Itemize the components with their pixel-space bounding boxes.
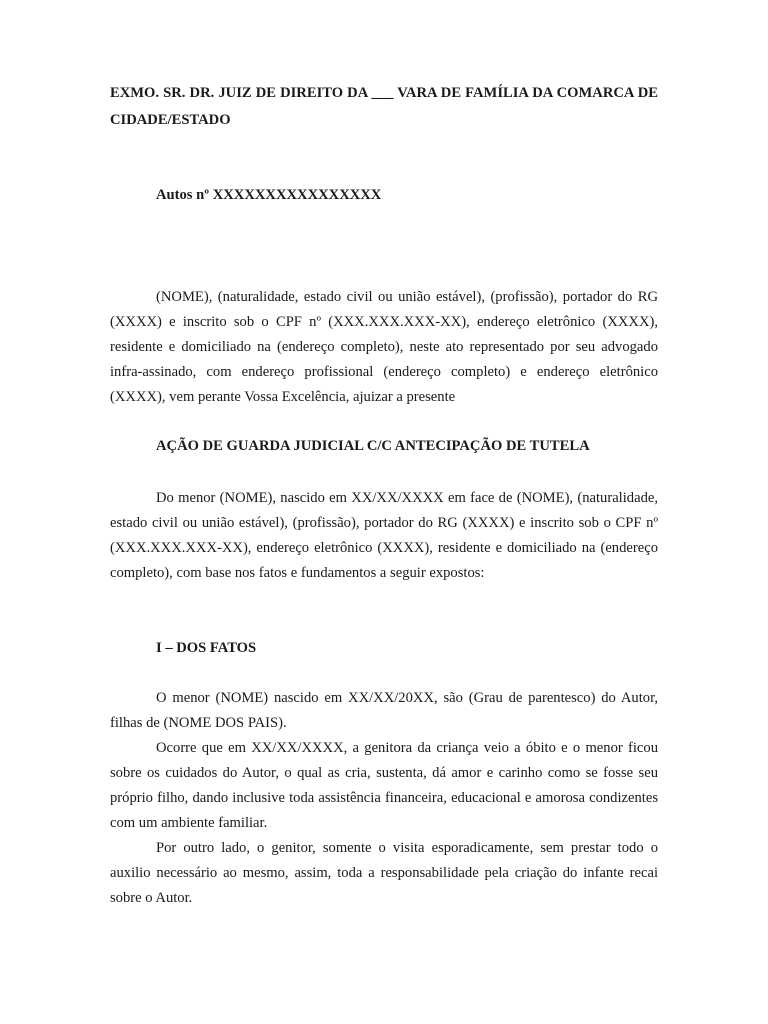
document-body <box>110 80 658 906</box>
facts-paragraph: Ocorre que em XX/XX/XXXX, a genitora da criança veio a óbito e o menor ficou sobre os cuidados do Autor, o qual as cria, sustenta, dá amor e carinho como se fosse seu próprio filho, dando inclusive toda assistência financeira, educacional e amorosa condizentes com um ambiente familiar. <box>110 740 658 831</box>
facts-paragraph: Por outro lado, o genitor, somente o visita esporadicamente, sem prestar todo o auxilio necessário ao mesmo, assim, toda a responsabilidade pela criação do infante recai sobre o Autor. <box>110 840 658 906</box>
facts-paragraph: O menor (NOME) nascido em XX/XX/20XX, são (Grau de parentesco) do Autor, filhas de (NOME DOS PAIS). <box>110 690 658 731</box>
plaintiff-qualification-block <box>110 285 658 410</box>
court-address-header: EXMO. SR. DR. JUIZ DE DIREITO DA ___ VARA DE FAMÍLIA DA COMARCA DE CIDADE/ESTADO <box>110 85 658 128</box>
plaintiff-qualification: (NOME), (naturalidade, estado civil ou união estável), (profissão), portador do RG (XXXX) e inscrito sob o CPF nº (XXX.XXX.XXX-XX), endereço eletrônico (XXXX), residente e domiciliado na (endereço completo), neste ato representado por seu advogado infra-assinado, com endereço profissional (endereço completo) e endereço eletrônico (XXXX), vem perante Vossa Excelência, ajuizar a presente <box>110 289 658 405</box>
case-number: Autos nº XXXXXXXXXXXXXXXX <box>156 187 382 203</box>
section-heading-facts: I – DOS FATOS <box>156 640 257 656</box>
facts-block <box>110 686 658 911</box>
minor-qualification: Do menor (NOME), nascido em XX/XX/XXXX em face de (NOME), (naturalidade, estado civil ou união estável), (profissão), portador do RG (XXXX) e inscrito sob o CPF nº (XXX.XXX.XXX-XX), endereço eletrônico (XXXX), residente e domiciliado na (endereço completo), com base nos fatos e fundamentos a seguir expostos: <box>110 490 658 581</box>
action-title: AÇÃO DE GUARDA JUDICIAL C/C ANTECIPAÇÃO DE TUTELA <box>156 438 590 454</box>
minor-qualification-block <box>110 486 658 586</box>
